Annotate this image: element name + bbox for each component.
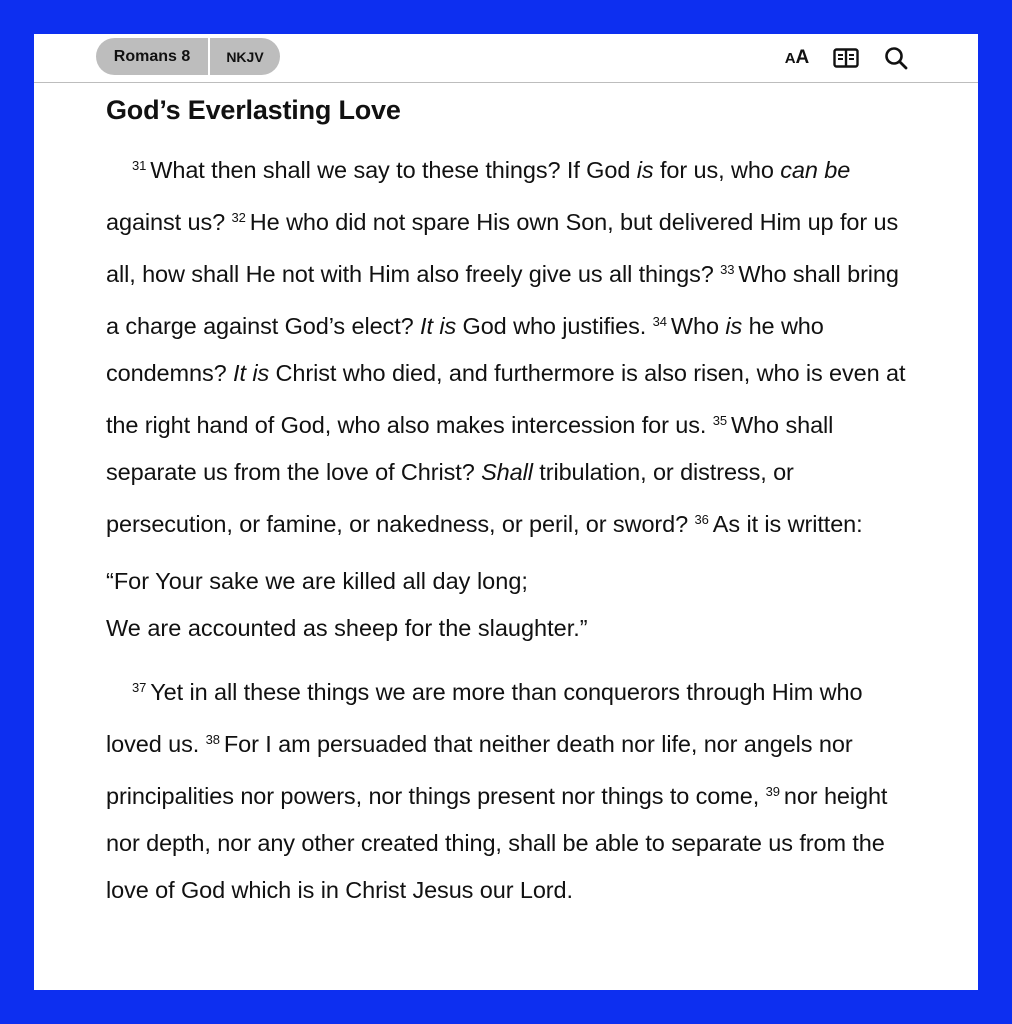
verse-text: nor height nor depth, nor any other created thing, shall be able to separate us from the love of God which is in Christ Jesus our Lord. [106, 783, 888, 903]
verse-text: against us? [106, 209, 232, 235]
verse-text: Who shall bring a charge against God’s elect? [106, 261, 899, 339]
verse-text: God who justifies. [456, 313, 653, 339]
italic-text: is [725, 313, 743, 339]
verse-text: tribulation, or distress, or persecution, or famine, or nakedness, or peril, or sword? [106, 459, 794, 537]
italic-text: is [636, 157, 654, 183]
reader-toolbar [34, 34, 978, 83]
text-size-large-a: A [795, 47, 810, 68]
passage-text [106, 92, 916, 914]
italic-text: It is [420, 313, 457, 339]
paragraph-1 [106, 142, 916, 548]
verse-number-39[interactable]: 39 [765, 784, 780, 799]
passage-selector [96, 38, 280, 75]
verse-text: Christ who died, and furthermore is also risen, who is even at the right hand of God, who also makes intercession for us. [106, 360, 906, 438]
verse-number-31[interactable]: 31 [132, 158, 147, 173]
verse-text: Who [670, 313, 726, 339]
text-size-icon[interactable] [782, 44, 812, 72]
verse-text: he who condemns? [106, 313, 824, 386]
paragraph-2 [106, 664, 916, 914]
verse-text: for us, who [653, 157, 781, 183]
verse-number-33[interactable]: 33 [720, 262, 735, 277]
bible-reader-screen [34, 34, 978, 990]
verse-text: Yet in all these things we are more than conquerors through Him who loved us. [106, 679, 863, 757]
verse-number-36[interactable]: 36 [694, 512, 709, 527]
italic-text: Shall [481, 459, 533, 485]
section-heading: God’s Everlasting Love [106, 95, 401, 125]
book-icon[interactable] [831, 44, 861, 72]
poetry-quote [106, 558, 916, 652]
version-button[interactable]: NKJV [210, 38, 280, 75]
verse-number-32[interactable]: 32 [231, 210, 246, 225]
search-icon[interactable] [882, 44, 910, 72]
verse-text: What then shall we say to these things? If God [150, 157, 637, 183]
verse-text: Who shall separate us from the love of Christ? [106, 412, 834, 485]
poetry-line: “For Your sake we are killed all day long; [106, 568, 528, 594]
text-size-small-a: A [784, 49, 796, 67]
verse-text: As it is written: [712, 511, 863, 537]
verse-number-35[interactable]: 35 [712, 413, 727, 428]
verse-number-34[interactable]: 34 [652, 314, 667, 329]
book-chapter-button[interactable]: Romans 8 [96, 38, 208, 75]
verse-number-38[interactable]: 38 [205, 732, 220, 747]
italic-text: can be [780, 157, 851, 183]
italic-text: It is [233, 360, 270, 386]
poetry-line: We are accounted as sheep for the slaughter.” [106, 615, 588, 641]
verse-text: For I am persuaded that neither death nor life, nor angels nor principalities nor powers, nor things present nor things to come, [106, 731, 853, 809]
verse-text: He who did not spare His own Son, but delivered Him up for us all, how shall He not with Him also freely give us all things? [106, 209, 899, 287]
verse-number-37[interactable]: 37 [132, 680, 147, 695]
